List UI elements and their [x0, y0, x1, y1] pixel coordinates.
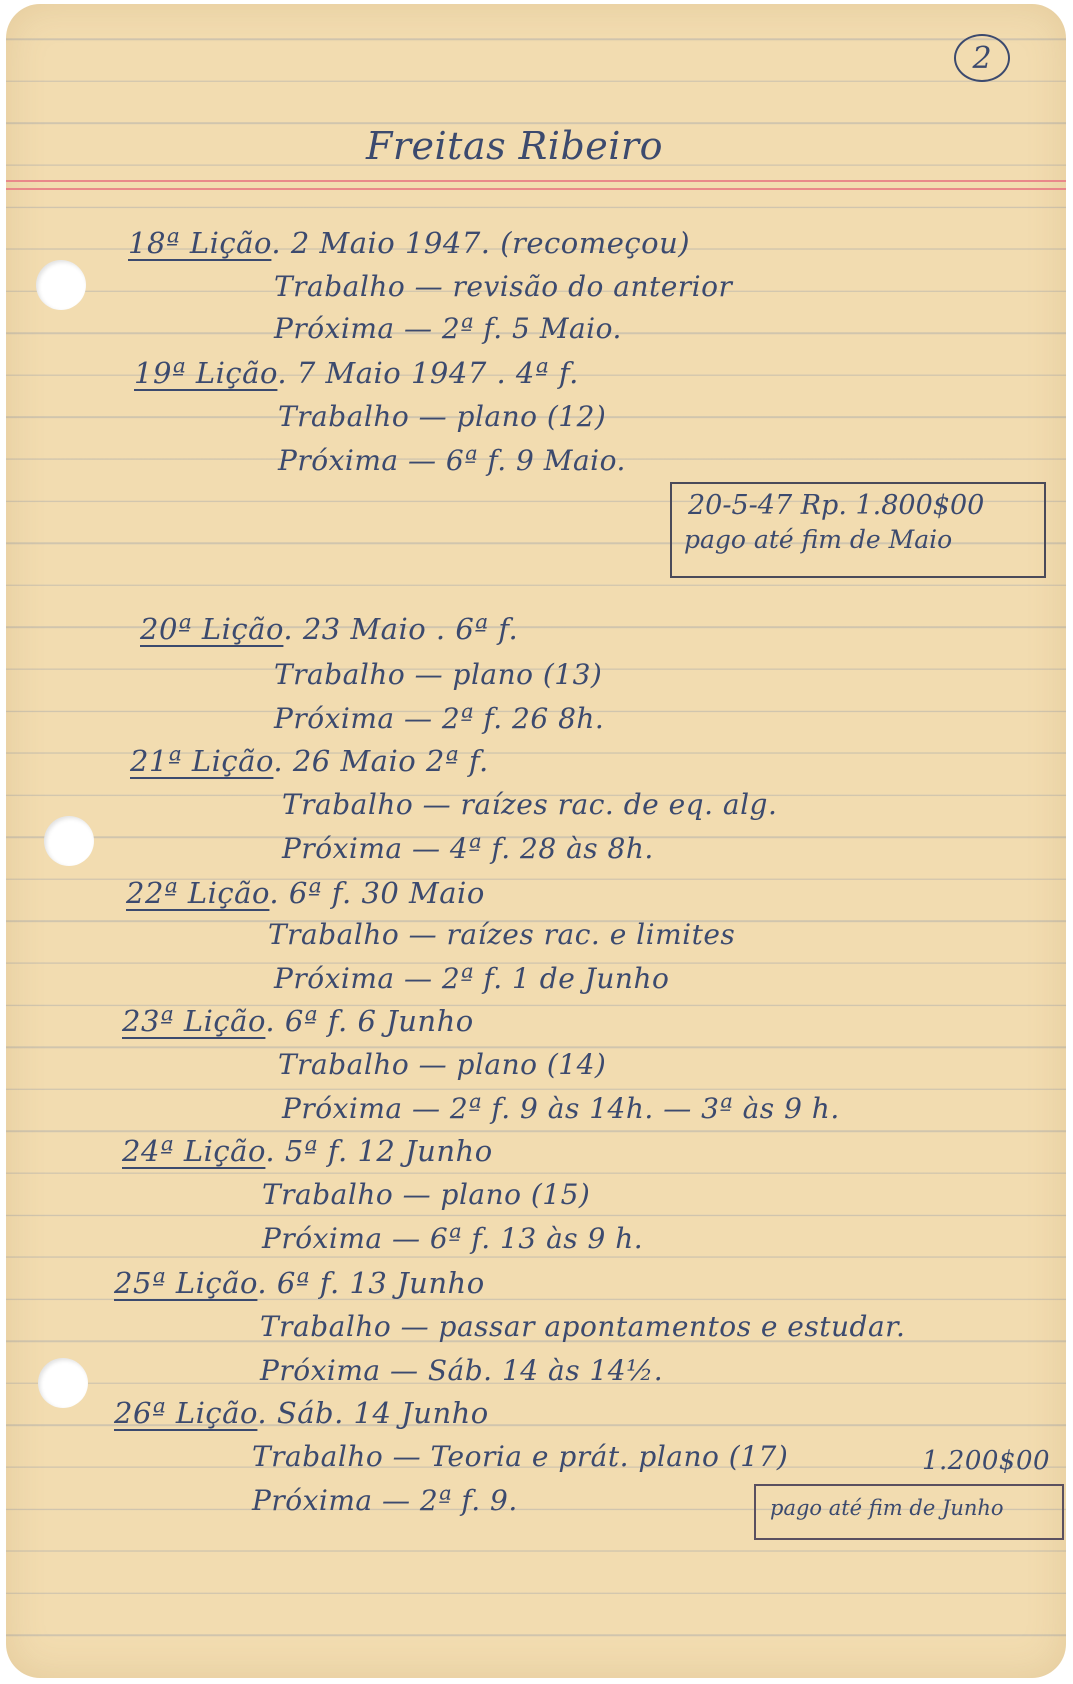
lesson-date: . 26 Maio 2ª f.	[273, 744, 489, 778]
lesson-date: . 6ª f. 30 Maio	[269, 876, 485, 910]
lesson-entry	[122, 1004, 474, 1038]
lesson-work: Trabalho — Teoria e prát. plano (17)	[252, 1440, 789, 1473]
payment-amount: 1.200$00	[922, 1446, 1051, 1476]
binder-hole	[44, 816, 94, 866]
lesson-work: Trabalho — plano (14)	[278, 1048, 607, 1081]
lesson-next: Próxima — 6ª f. 13 às 9 h.	[262, 1222, 644, 1255]
lesson-label: 19ª Lição	[134, 356, 278, 390]
binder-hole	[36, 260, 86, 310]
lesson-entry	[114, 1266, 485, 1300]
lesson-next: Próxima — 2ª f. 9 às 14h. — 3ª às 9 h.	[282, 1092, 840, 1125]
lesson-label: 21ª Lição	[130, 744, 274, 778]
page-number-text: 2	[972, 40, 992, 76]
notebook-page	[6, 4, 1066, 1678]
lesson-work: Trabalho — raízes rac. e limites	[268, 918, 736, 951]
lesson-entry	[122, 1134, 493, 1168]
binder-hole	[38, 1358, 88, 1408]
lesson-work: Trabalho — raízes rac. de eq. alg.	[282, 788, 778, 821]
lesson-work: Trabalho — revisão do anterior	[274, 270, 733, 303]
payment-status: pago até fim de Maio	[684, 525, 953, 554]
page-number	[954, 34, 1010, 82]
payment-amount: 20-5-47 Rp. 1.800$00	[688, 490, 985, 521]
lesson-label: 22ª Lição	[126, 876, 270, 910]
lesson-entry	[140, 612, 518, 646]
student-name: Freitas Ribeiro	[366, 124, 663, 168]
lesson-entry	[126, 876, 485, 910]
lesson-date: . 7 Maio 1947 . 4ª f.	[277, 356, 579, 390]
lesson-label: 26ª Lição	[114, 1396, 258, 1430]
lesson-label: 20ª Lição	[140, 612, 284, 646]
lesson-date: . 6ª f. 6 Junho	[265, 1004, 474, 1038]
lesson-date: . Sáb. 14 Junho	[257, 1396, 489, 1430]
margin-rule	[6, 180, 1066, 182]
lesson-date: . 2 Maio 1947. (recomeçou)	[271, 226, 691, 260]
lesson-next: Próxima — 2ª f. 9.	[252, 1484, 518, 1517]
lesson-entry	[134, 356, 579, 390]
payment-note	[754, 1484, 1064, 1540]
lesson-date: . 23 Maio . 6ª f.	[283, 612, 519, 646]
lesson-date: . 5ª f. 12 Junho	[265, 1134, 493, 1168]
lesson-entry	[114, 1396, 489, 1430]
lesson-label: 25ª Lição	[114, 1266, 258, 1300]
lesson-work: Trabalho — passar apontamentos e estudar.	[260, 1310, 906, 1343]
lesson-work: Trabalho — plano (12)	[278, 400, 607, 433]
lesson-label: 24ª Lição	[122, 1134, 266, 1168]
lesson-work: Trabalho — plano (13)	[274, 658, 603, 691]
lesson-date: . 6ª f. 13 Junho	[257, 1266, 485, 1300]
payment-status: pago até fim de Junho	[770, 1496, 1004, 1520]
lesson-next: Próxima — 2ª f. 5 Maio.	[274, 312, 622, 345]
margin-rule	[6, 188, 1066, 190]
lesson-next: Próxima — 4ª f. 28 às 8h.	[282, 832, 654, 865]
lesson-next: Próxima — 2ª f. 1 de Junho	[274, 962, 670, 995]
lesson-next: Próxima — 6ª f. 9 Maio.	[278, 444, 626, 477]
lesson-next: Próxima — Sáb. 14 às 14½.	[260, 1354, 664, 1387]
lesson-entry	[130, 744, 489, 778]
lesson-work: Trabalho — plano (15)	[262, 1178, 591, 1211]
payment-note	[670, 482, 1046, 578]
lesson-label: 18ª Lição	[128, 226, 272, 260]
lesson-next: Próxima — 2ª f. 26 8h.	[274, 702, 605, 735]
lesson-label: 23ª Lição	[122, 1004, 266, 1038]
lesson-entry	[128, 226, 690, 260]
